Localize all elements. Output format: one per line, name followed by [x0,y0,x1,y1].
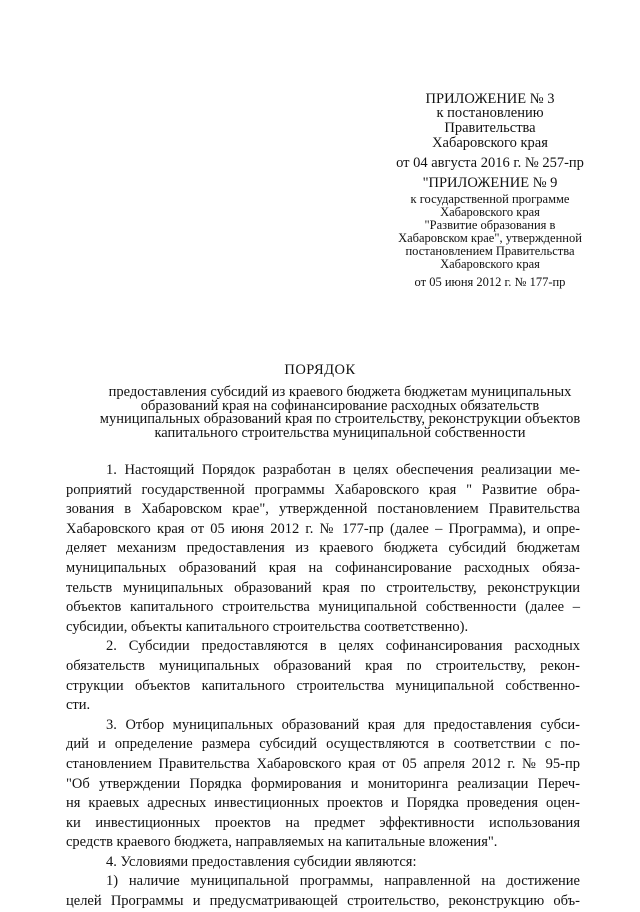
subtitle-line: муниципальных образований края по строительству, реконструкции объектов [99,411,581,427]
paragraph-3-line: становлением Правительства Хабаровского края от 05 апреля 2012 г. № 95-пр [66,755,580,772]
document-title: ПОРЯДОК [284,362,356,378]
paragraph-1-line: 1. Настоящий Порядок разработан в целях обеспечения реализации ме- [106,462,580,478]
paragraph-1-line: тельств муниципальных образований края по строительству, реконструкции [66,579,580,596]
program-name-line-1: "Развитие образования в [424,218,556,232]
paragraph-1-line: роприятий государственной программы Хабаровского края " Развитие обра- [66,481,580,498]
paragraph-3-line: дий и определение размера субсидий осуществляются в соответствии с по- [66,736,580,753]
paragraph-1-line: деляет механизм предоставления из краевого бюджета субсидий бюджетам [66,540,580,557]
document-subtitle [60,386,620,440]
program-reference [380,193,600,289]
approved-by-line-1: постановлением Правительства [405,244,575,258]
paragraph-2-line: обязательств муниципальных образований края по строительству, рекон- [66,657,580,674]
appendix9-number: "ПРИЛОЖЕНИЕ № 9 [422,175,558,191]
to-resolution: к постановлению [436,105,544,121]
appendix-header [380,92,600,191]
program-region: Хабаровского края [440,205,540,219]
paragraph-3-line: 3. Отбор муниципальных образований края для предоставления субси- [106,716,580,733]
to-program: к государственной программе [410,192,570,206]
approved-by-line-2: Хабаровского края [440,257,540,271]
paragraph-3-line: средств краевого бюджета, направляемых на капитальные вложения". [66,834,498,851]
appendix-number: ПРИЛОЖЕНИЕ № 3 [425,91,555,107]
paragraph-1-line: объектов капитального строительства муниципальной собственности (далее – [66,599,580,616]
paragraph-1-line: зования в Хабаровском крае", утвержденной постановлением Правительства [66,501,580,518]
paragraph-4-line: 4. Условиями предоставления субсидии являются: [106,853,417,870]
government-label: Правительства [444,120,536,136]
paragraph-2-line: 2. Субсидии предоставляются в целях софинансирования расходных [106,638,580,655]
subtitle-line: капитального строительства муниципальной собственности [154,424,526,441]
paragraph-3-line: "Об утверждении Порядка формирования и мониторинга реализации Переч- [66,775,580,792]
subtitle-line: предоставления субсидий из краевого бюджета бюджетам муниципальных [108,384,572,400]
paragraph-3-line: ки инвестиционных проектов на предмет эффективности использования [66,814,580,831]
paragraph-4-item-line: 1) наличие муниципальной программы, направленной на достижение [106,873,580,890]
region-label: Хабаровского края [432,135,548,151]
paragraph-1-line: Хабаровского края от 05 июня 2012 г. № 177-пр (далее – Программа), и опре- [66,520,580,537]
paragraph-3-line: ня краевых адресных инвестиционных проектов и Порядка проведения оцен- [66,795,580,812]
document-body [66,461,620,912]
program-date: от 05 июня 2012 г. № 177-пр [414,275,566,289]
paragraph-2-line: сти. [66,697,91,714]
program-name-line-2: Хабаровском крае", утвержденной [398,231,582,245]
subtitle-line: образований края на софинансирование расходных обязательств [140,397,540,414]
resolution-date: от 04 августа 2016 г. № 257-пр [396,155,584,171]
paragraph-2-line: струкции объектов капитального строительства муниципальной собственно- [66,677,580,694]
paragraph-1-line: муниципальных образований края на софинансирование расходных обяза- [66,559,580,576]
paragraph-1-line: субсидии, объекты капитального строительства соответственно). [66,618,469,635]
paragraph-4-item-line: целей Программы и предусматривающей строительство, реконструкцию объ- [66,893,580,910]
